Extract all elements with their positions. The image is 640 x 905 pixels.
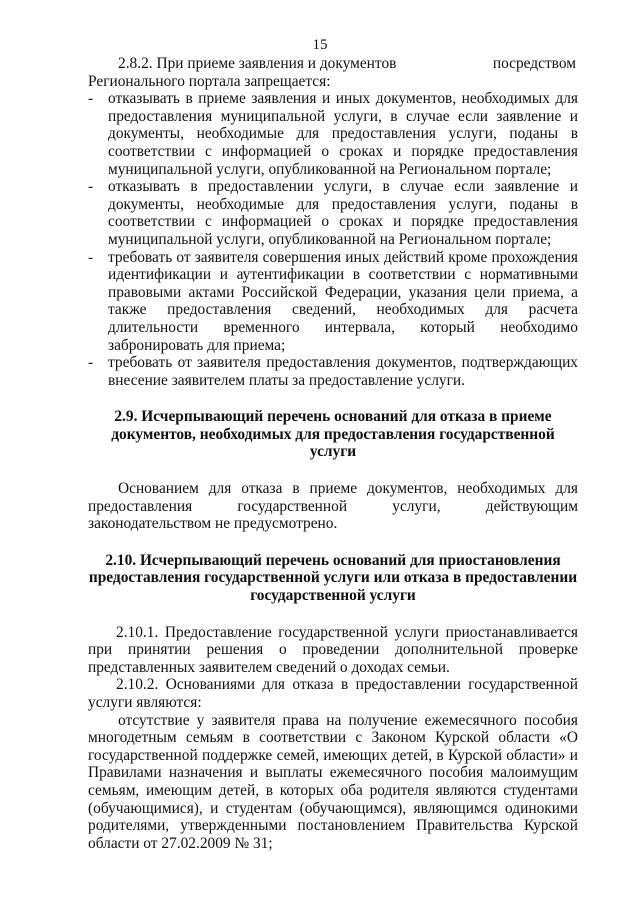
- paragraph-2-8-2-first-line: [88, 55, 578, 73]
- list-item: [88, 354, 578, 389]
- list-item-text: требовать от заявителя совершения иных действий кроме прохождения идентификации и аутентификации в соответствии с нормативными правовыми актами Российской Федерации, указания цели приема, а также предоставления сведений, необходимых для расчета длительности временного интервала, который необходимо забронировать для приема;: [108, 248, 578, 354]
- section-heading-2-10: 2.10. Исчерпывающий перечень оснований для приостановления предоставления государственной услуги или отказа в предоставлении государственной услуги: [88, 551, 578, 605]
- paragraph-refusal-grounds: отсутствие у заявителя права на получение ежемесячного пособия многодетным семьям в соответствии с Законом Курской области «О государственной поддержке семей, имеющих детей, в Курской области» и Правилами назначения и выплаты ежемесячного пособия малоимущим семьям, имеющим детей, в которых оба родителя являются студентами (обучающимися), и студентам (обучающимся), являющимся одинокими родителями, утвержденными постановлением Правительства Курской области от 27.02.2009 № 31;: [88, 711, 578, 852]
- paragraph-2-10-1: 2.10.1. Предоставление государственной услуги приостанавливается при принятии решения о проведении дополнительной проверке представленных заявителем сведений о доходах семьи.: [88, 623, 578, 676]
- list-item-text: отказывать в предоставлении услуги, в случае если заявление и документы, необходимые для предоставления услуги, поданы в соответствии с информацией о сроках и порядке предоставления муниципальной услуги, опубликованной на Региональном портале;: [108, 178, 578, 248]
- page-number: 15: [312, 37, 328, 53]
- bullet-dash: -: [88, 90, 94, 108]
- bullet-dash: -: [88, 248, 94, 266]
- bullet-dash: -: [88, 178, 94, 196]
- paragraph-2-8-2-second-line: Регионального портала запрещается:: [88, 72, 331, 90]
- section-heading-2-9: 2.9. Исчерпывающий перечень оснований для отказа в приеме документов, необходимых для предоставления государственной услуги: [111, 408, 555, 461]
- paragraph-2-8-2-lead: 2.8.2. При приеме заявления и документов: [118, 55, 397, 72]
- paragraph-2-8-2-lead-end: посредством: [492, 55, 576, 72]
- document-body: [88, 55, 578, 852]
- bullet-dash: -: [88, 354, 94, 372]
- list-item-text: требовать от заявителя предоставления документов, подтверждающих внесение заявителем платы за предоставление услуги.: [108, 354, 578, 389]
- paragraph-2-9: Основанием для отказа в приеме документов, необходимых для предоставления государственной услуги, действующим законодательством не предусмотрено.: [88, 480, 578, 533]
- list-item: [88, 178, 578, 248]
- list-item: [88, 90, 578, 178]
- paragraph-2-10-2: 2.10.2. Основаниями для отказа в предоставлении государственной услуги являются:: [88, 676, 578, 711]
- list-item: [88, 249, 578, 355]
- list-item-text: отказывать в приеме заявления и иных документов, необходимых для предоставления муниципальной услуги, в случае если заявление и документы, необходимые для предоставления услуги, поданы в соответствии с информацией о сроках и порядке предоставления муниципальной услуги, опубликованной на Региональном портале;: [108, 90, 578, 178]
